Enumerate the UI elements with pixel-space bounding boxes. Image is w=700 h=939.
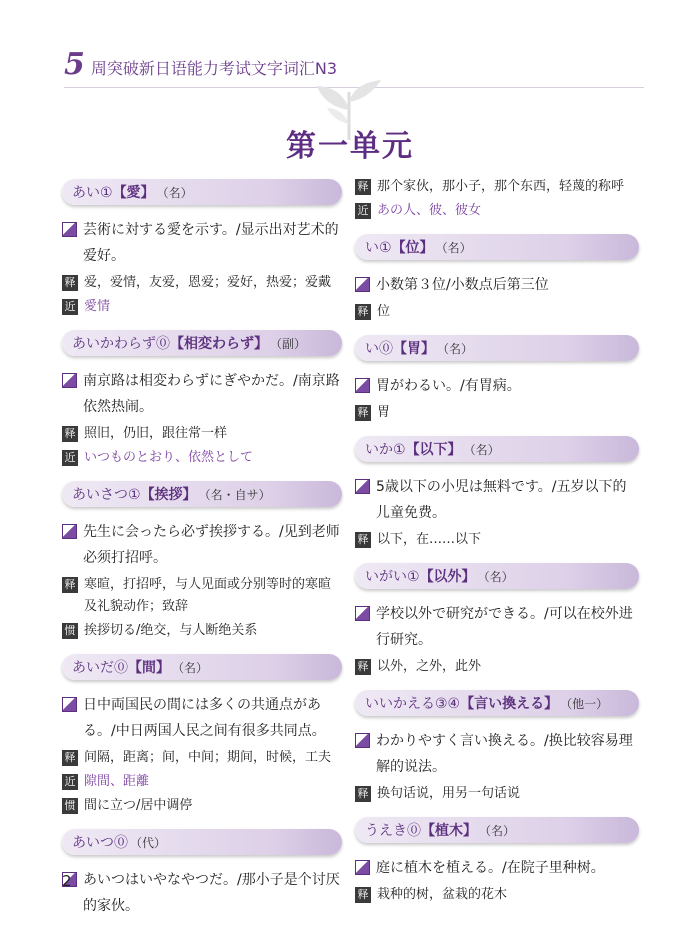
- example-sentence: 学校以外で研究ができる。/可以在校外进行研究。: [355, 601, 639, 653]
- jin-label: 近: [62, 299, 78, 315]
- definition-row: 释 间隔，距离；间，中间；期间，时候，工夫: [62, 747, 342, 769]
- example-icon: [355, 606, 370, 621]
- entry-ai: [62, 179, 342, 318]
- entry-ueki: [355, 817, 639, 906]
- guan-label: 惯: [62, 798, 78, 814]
- example-icon: [62, 222, 77, 237]
- definition-row: 释 栽种的树，盆栽的花木: [355, 884, 639, 906]
- definition-row: 释 寒暄，打招呼，与人见面或分别等时的寒暄及礼貌动作；致辞: [62, 574, 342, 618]
- definition-row: 释 那个家伙，那小子，那个东西，轻蔑的称呼: [355, 176, 639, 198]
- example-sentence: あいつはいやなやつだ。/那小子是个讨厌的家伙。: [62, 867, 342, 919]
- entry-aida: [62, 654, 342, 817]
- definition-row: 释 以外，之外，此外: [355, 656, 639, 678]
- example-sentence: 先生に会ったら必ず挨拶する。/见到老师必须打招呼。: [62, 519, 342, 571]
- example-sentence: 日中両国民の間には多くの共通点がある。/中日两国人民之间有很多共同点。: [62, 692, 342, 744]
- left-column: [62, 179, 342, 931]
- synonym-row: 近 愛情: [62, 296, 342, 318]
- example-sentence: 南京路は相変わらずにぎやかだ。/南京路依然热闹。: [62, 368, 342, 420]
- entry-aikawarazu: [62, 330, 342, 469]
- entry-header: あいかわらず⓪ 【相変わらず】 （副）: [62, 330, 342, 356]
- synonym-row: 近 あの人、彼、彼女: [355, 200, 639, 222]
- example-icon: [355, 479, 370, 494]
- entry-igai: [355, 563, 639, 678]
- entry-aitsu: [62, 829, 342, 919]
- header-number: 5: [64, 47, 85, 82]
- guan-label: 惯: [62, 623, 78, 639]
- example-sentence: わかりやすく言い換える。/换比较容易理解的说法。: [355, 728, 639, 780]
- definition-row: 释 胃: [355, 402, 639, 424]
- definition-row: 释 爱，爱情，友爱，恩爱；爱好，热爱；爱戴: [62, 272, 342, 294]
- entry-header: いがい① 【以外】 （名）: [355, 563, 639, 589]
- example-icon: [62, 524, 77, 539]
- entry-ika: [355, 436, 639, 551]
- entry-iikaeru: [355, 690, 639, 805]
- shi-label: 释: [355, 786, 371, 802]
- definition-row: 释 换句话说，用另一句话说: [355, 783, 639, 805]
- entry-header: あいつ⓪ （代）: [62, 829, 342, 855]
- jin-label: 近: [62, 774, 78, 790]
- header-title: 周突破新日语能力考试文字词汇N3: [90, 59, 338, 78]
- example-sentence: 小数第３位/小数点后第三位: [355, 272, 639, 298]
- entry-aitsu-continued: [355, 176, 639, 222]
- synonym-row: 近 隙間、距離: [62, 771, 342, 793]
- shi-label: 释: [62, 426, 78, 442]
- entry-header: いか① 【以下】 （名）: [355, 436, 639, 462]
- entry-header: うえき⓪ 【植木】 （名）: [355, 817, 639, 843]
- entry-header: あいさつ① 【挨拶】 （名・自サ）: [62, 481, 342, 507]
- shi-label: 释: [355, 405, 371, 421]
- jin-label: 近: [355, 203, 371, 219]
- example-sentence: 胃がわるい。/有胃病。: [355, 373, 639, 399]
- shi-label: 释: [355, 304, 371, 320]
- idiom-row: 惯 挨拶切る/绝交，与人断绝关系: [62, 620, 342, 642]
- example-icon: [355, 733, 370, 748]
- definition-row: 释 位: [355, 301, 639, 323]
- example-icon: [355, 860, 370, 875]
- entry-i-kurai: [355, 234, 639, 323]
- shi-label: 释: [62, 750, 78, 766]
- example-sentence: 芸術に対する愛を示す。/显示出对艺术的爱好。: [62, 217, 342, 269]
- book-header: [64, 47, 338, 82]
- page-number: 2: [62, 872, 72, 890]
- example-icon: [62, 373, 77, 388]
- example-sentence: 5歳以下の小児は無料です。/五岁以下的儿童免费。: [355, 474, 639, 526]
- example-icon: [355, 277, 370, 292]
- shi-label: 释: [62, 275, 78, 291]
- entry-header: いいかえる③④ 【言い換える】 （他一）: [355, 690, 639, 716]
- example-icon: [62, 697, 77, 712]
- idiom-row: 惯 間に立つ/居中调停: [62, 795, 342, 817]
- entry-header: あい① 【愛】 （名）: [62, 179, 342, 205]
- shi-label: 释: [62, 577, 78, 593]
- shi-label: 释: [355, 179, 371, 195]
- jin-label: 近: [62, 450, 78, 466]
- definition-row: 释 以下，在……以下: [355, 529, 639, 551]
- unit-title: 第一单元: [286, 129, 414, 164]
- entry-header: あいだ⓪ 【間】 （名）: [62, 654, 342, 680]
- example-sentence: 庭に植木を植える。/在院子里种树。: [355, 855, 639, 881]
- entry-aisatsu: [62, 481, 342, 642]
- entry-header: い⓪ 【胃】 （名）: [355, 335, 639, 361]
- definition-row: 释 照旧，仍旧，跟往常一样: [62, 423, 342, 445]
- entry-i-stomach: [355, 335, 639, 424]
- entry-header: い① 【位】 （名）: [355, 234, 639, 260]
- shi-label: 释: [355, 532, 371, 548]
- shi-label: 释: [355, 659, 371, 675]
- shi-label: 释: [355, 887, 371, 903]
- synonym-row: 近 いつものとおり、依然として: [62, 447, 342, 469]
- example-icon: [355, 378, 370, 393]
- right-column: [355, 176, 639, 918]
